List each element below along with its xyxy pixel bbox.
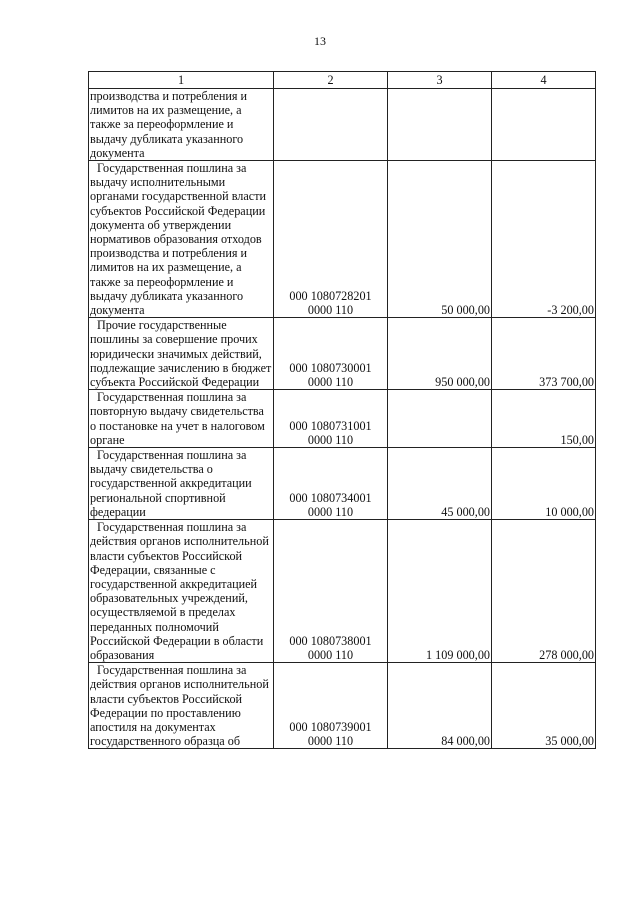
revenue-name-cell bbox=[89, 520, 274, 663]
budget-code-cell bbox=[274, 520, 388, 663]
budget-code-line2: 0000 110 bbox=[307, 303, 354, 318]
revenue-name-cell bbox=[89, 161, 274, 318]
budget-code-line2: 0000 110 bbox=[307, 504, 354, 519]
column-3-value bbox=[388, 390, 492, 448]
table-row bbox=[89, 161, 596, 318]
budget-code-cell bbox=[274, 390, 388, 448]
revenue-name: Государственная пошлина за выдачу свидетельства о государственной аккредитации региональной спортивной федерации bbox=[90, 448, 252, 519]
revenue-name-cell bbox=[89, 663, 274, 749]
budget-code-cell bbox=[274, 663, 388, 749]
table-row bbox=[89, 318, 596, 390]
budget-code-line1: 000 1080731001 bbox=[289, 418, 372, 433]
column-header-2: 2 bbox=[274, 72, 388, 89]
table-row bbox=[89, 663, 596, 749]
revenue-name: Прочие государственные пошлины за совершение прочих юридически значимых действий, подлежащие зачислению в бюджет субъекта Российской Федерации bbox=[90, 318, 272, 390]
column-3-value: 1 109 000,00 bbox=[388, 520, 492, 663]
column-header-1: 1 bbox=[89, 72, 274, 89]
column-3-value bbox=[388, 89, 492, 161]
table-row bbox=[89, 520, 596, 663]
column-header-4: 4 bbox=[492, 72, 596, 89]
budget-code-line2: 0000 110 bbox=[307, 647, 354, 662]
column-4-value: 10 000,00 bbox=[492, 448, 596, 520]
budget-code-line2: 0000 110 bbox=[307, 734, 354, 749]
budget-code-line1: 000 1080734001 bbox=[289, 490, 372, 505]
budget-code-line2: 0000 110 bbox=[307, 432, 354, 447]
revenue-name: производства и потребления и лимитов на их размещение, а также за переоформление и выдачу дубликата указанного документа bbox=[90, 89, 248, 160]
budget-code-cell bbox=[274, 161, 388, 318]
column-4-value: 150,00 bbox=[492, 390, 596, 448]
column-3-value: 84 000,00 bbox=[388, 663, 492, 749]
budget-code-cell bbox=[274, 89, 388, 161]
revenue-name-cell bbox=[89, 89, 274, 161]
table-header-row bbox=[89, 72, 596, 89]
budget-code-cell bbox=[274, 448, 388, 520]
column-4-value bbox=[492, 89, 596, 161]
budget-code-line1: 000 1080730001 bbox=[289, 360, 372, 375]
column-3-value: 45 000,00 bbox=[388, 448, 492, 520]
table-row bbox=[89, 390, 596, 448]
table-row bbox=[89, 448, 596, 520]
revenue-name: Государственная пошлина за действия органов исполнительной власти субъектов Российской Федерации по проставлению апостиля на документах государственного образца об bbox=[90, 663, 269, 749]
page-number: 13 bbox=[314, 34, 326, 48]
budget-code-line1: 000 1080738001 bbox=[289, 633, 372, 648]
revenue-name-cell bbox=[89, 448, 274, 520]
column-4-value: 373 700,00 bbox=[492, 318, 596, 390]
budget-code-line1: 000 1080728201 bbox=[289, 288, 372, 303]
budget-code-cell bbox=[274, 318, 388, 390]
column-4-value: -3 200,00 bbox=[492, 161, 596, 318]
revenue-name-cell bbox=[89, 390, 274, 448]
revenue-name: Государственная пошлина за повторную выдачу свидетельства о постановке на учет в налоговом органе bbox=[90, 390, 265, 447]
revenue-name: Государственная пошлина за действия органов исполнительной власти субъектов Российской Федерации, связанные с государственной аккредитацией образовательных учреждений, осуществляемой в пределах переданных полномочий Российской Федерации в области образования bbox=[90, 520, 269, 662]
column-3-value: 950 000,00 bbox=[388, 318, 492, 390]
budget-revenue-table bbox=[88, 71, 596, 749]
table-row bbox=[89, 89, 596, 161]
column-4-value: 278 000,00 bbox=[492, 520, 596, 663]
column-4-value: 35 000,00 bbox=[492, 663, 596, 749]
column-3-value: 50 000,00 bbox=[388, 161, 492, 318]
budget-code-line1: 000 1080739001 bbox=[289, 719, 372, 734]
column-header-3: 3 bbox=[388, 72, 492, 89]
budget-code-line2: 0000 110 bbox=[307, 375, 354, 390]
revenue-name: Государственная пошлина за выдачу исполнительными органами государственной власти субъектов Российской Федерации документа об утверждении нормативов образования отходов производства и потребления и лимитов на их размещение, а также за переоформление и выдачу дубликата указанного документа bbox=[90, 161, 267, 318]
revenue-name-cell bbox=[89, 318, 274, 390]
